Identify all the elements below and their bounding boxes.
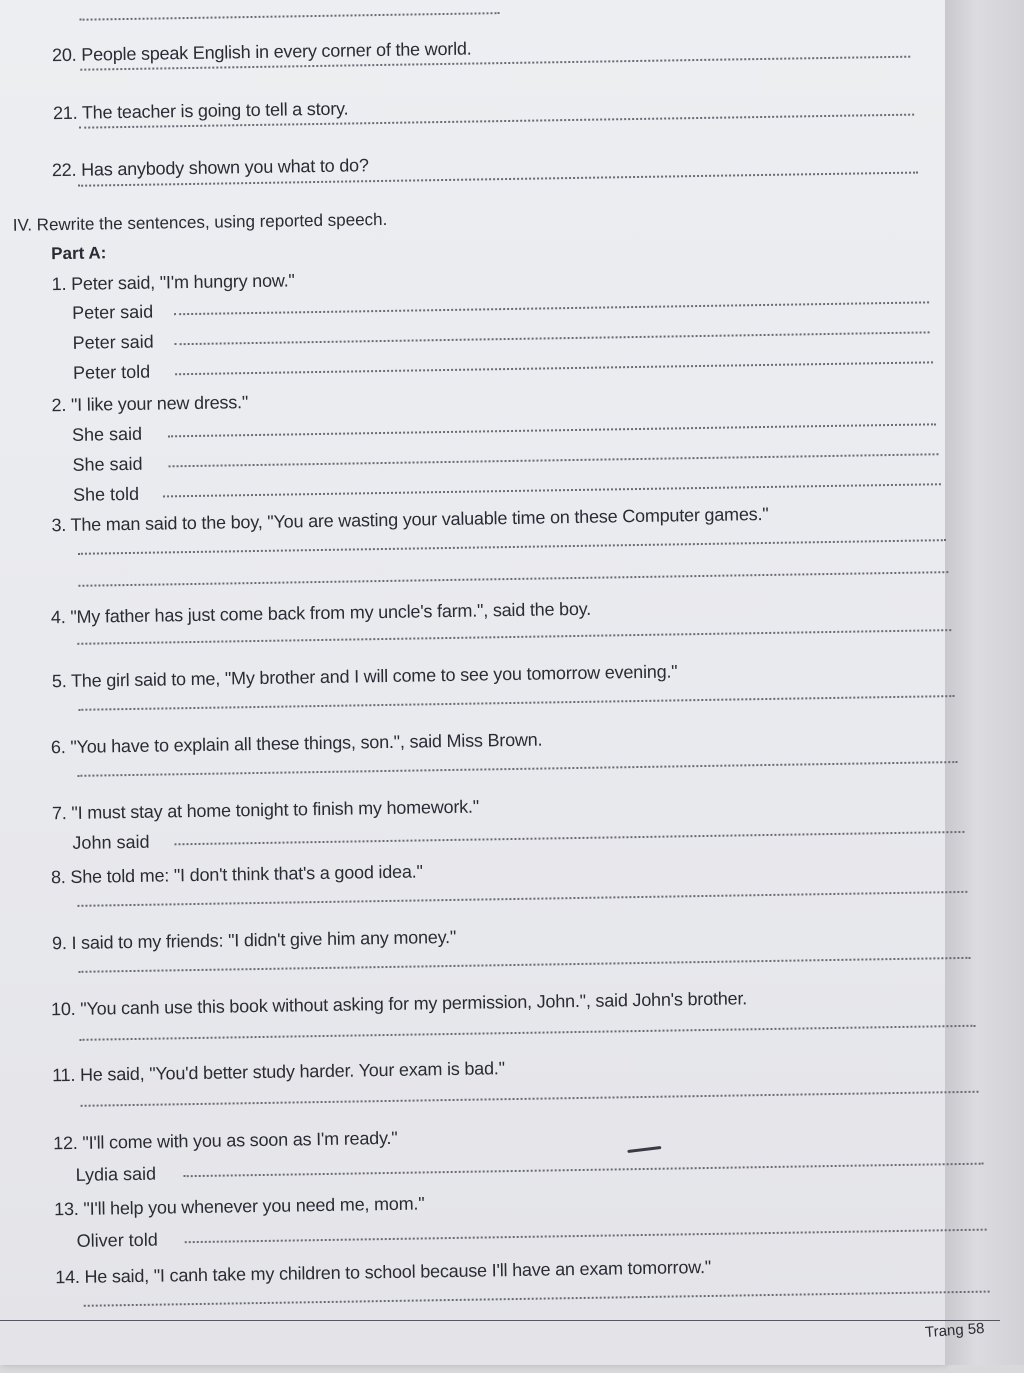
prompt-label: She said [71,423,143,445]
exercise-11: 11. He said, "You'd better study harder. Your exam is bad." [51,1058,505,1086]
prompt-label: She said [72,453,143,475]
prompt-label: She told [72,483,140,505]
exercise-2: 2. "I like your new dress." [51,392,249,416]
exercise-21: 21. The teacher is going to tell a story. [52,98,349,124]
answer-line[interactable] [77,629,951,645]
exercise-5: 5. The girl said to me, "My brother and I will come to see you tomorrow evening." [51,661,678,692]
exercise-8: 8. She told me: "I don't think that's a good idea." [50,861,423,888]
pencil-mark [627,1146,661,1153]
answer-line[interactable] [175,331,930,345]
exercise-10: 10. "You canh use this book without asking for my permission, John.", said John's brother. [50,988,748,1020]
prompt-label: Peter said [72,331,154,353]
exercise-20: 20. People speak English in every corner of the world. [51,38,472,66]
answer-line[interactable] [80,12,500,21]
answer-line[interactable] [184,1163,984,1178]
answer-line[interactable] [169,453,939,467]
answer-line[interactable] [78,695,954,711]
exercise-22: 22. Has anybody shown you what to do? [51,155,369,181]
answer-line[interactable] [84,1291,990,1307]
answer-line[interactable] [78,957,970,973]
prompt-label: Peter told [72,361,151,383]
exercise-7: 7. "I must stay at home tonight to finish my homework." [51,796,480,824]
exercise-3: 3. The man said to the boy, "You are wasting your valuable time on these Computer games." [51,503,769,536]
answer-line[interactable] [175,361,933,375]
answer-line[interactable] [77,761,957,777]
exercise-9: 9. I said to my friends: "I didn't give him any money." [51,926,457,954]
part-label: Part A: [51,243,107,264]
answer-line[interactable] [163,483,941,497]
answer-line[interactable] [174,831,964,845]
answer-line[interactable] [185,1229,987,1244]
answer-line[interactable] [77,891,967,907]
answer-line[interactable] [78,539,946,555]
answer-line[interactable] [78,571,948,587]
page-number: Trang 58 [923,1319,985,1342]
exercise-14: 14. He said, "I canh take my children to school because I'll have an exam tomorrow." [55,1256,712,1288]
exercise-6: 6. "You have to explain all these things, son.", said Miss Brown. [50,729,543,758]
page-bottom-rule [0,1320,1000,1321]
answer-line[interactable] [168,423,936,437]
answer-line[interactable] [81,1091,979,1107]
exercise-4: 4. "My father has just come back from my uncle's farm.", said the boy. [50,598,592,628]
exercise-13: 13. "I'll help you whenever you need me, mom." [54,1193,425,1220]
answer-line[interactable] [174,301,929,315]
answer-line[interactable] [80,1025,976,1041]
prompt-label: John said [72,831,150,853]
section-heading: IV. Rewrite the sentences, using reported speech. [12,209,388,235]
exercise-1: 1. Peter said, "I'm hungry now." [51,270,295,295]
exercise-12: 12. "I'll come with you as soon as I'm ready." [53,1127,398,1154]
prompt-label: Oliver told [76,1229,158,1251]
prompt-label: Peter said [71,301,154,323]
prompt-label: Lydia said [75,1163,157,1185]
